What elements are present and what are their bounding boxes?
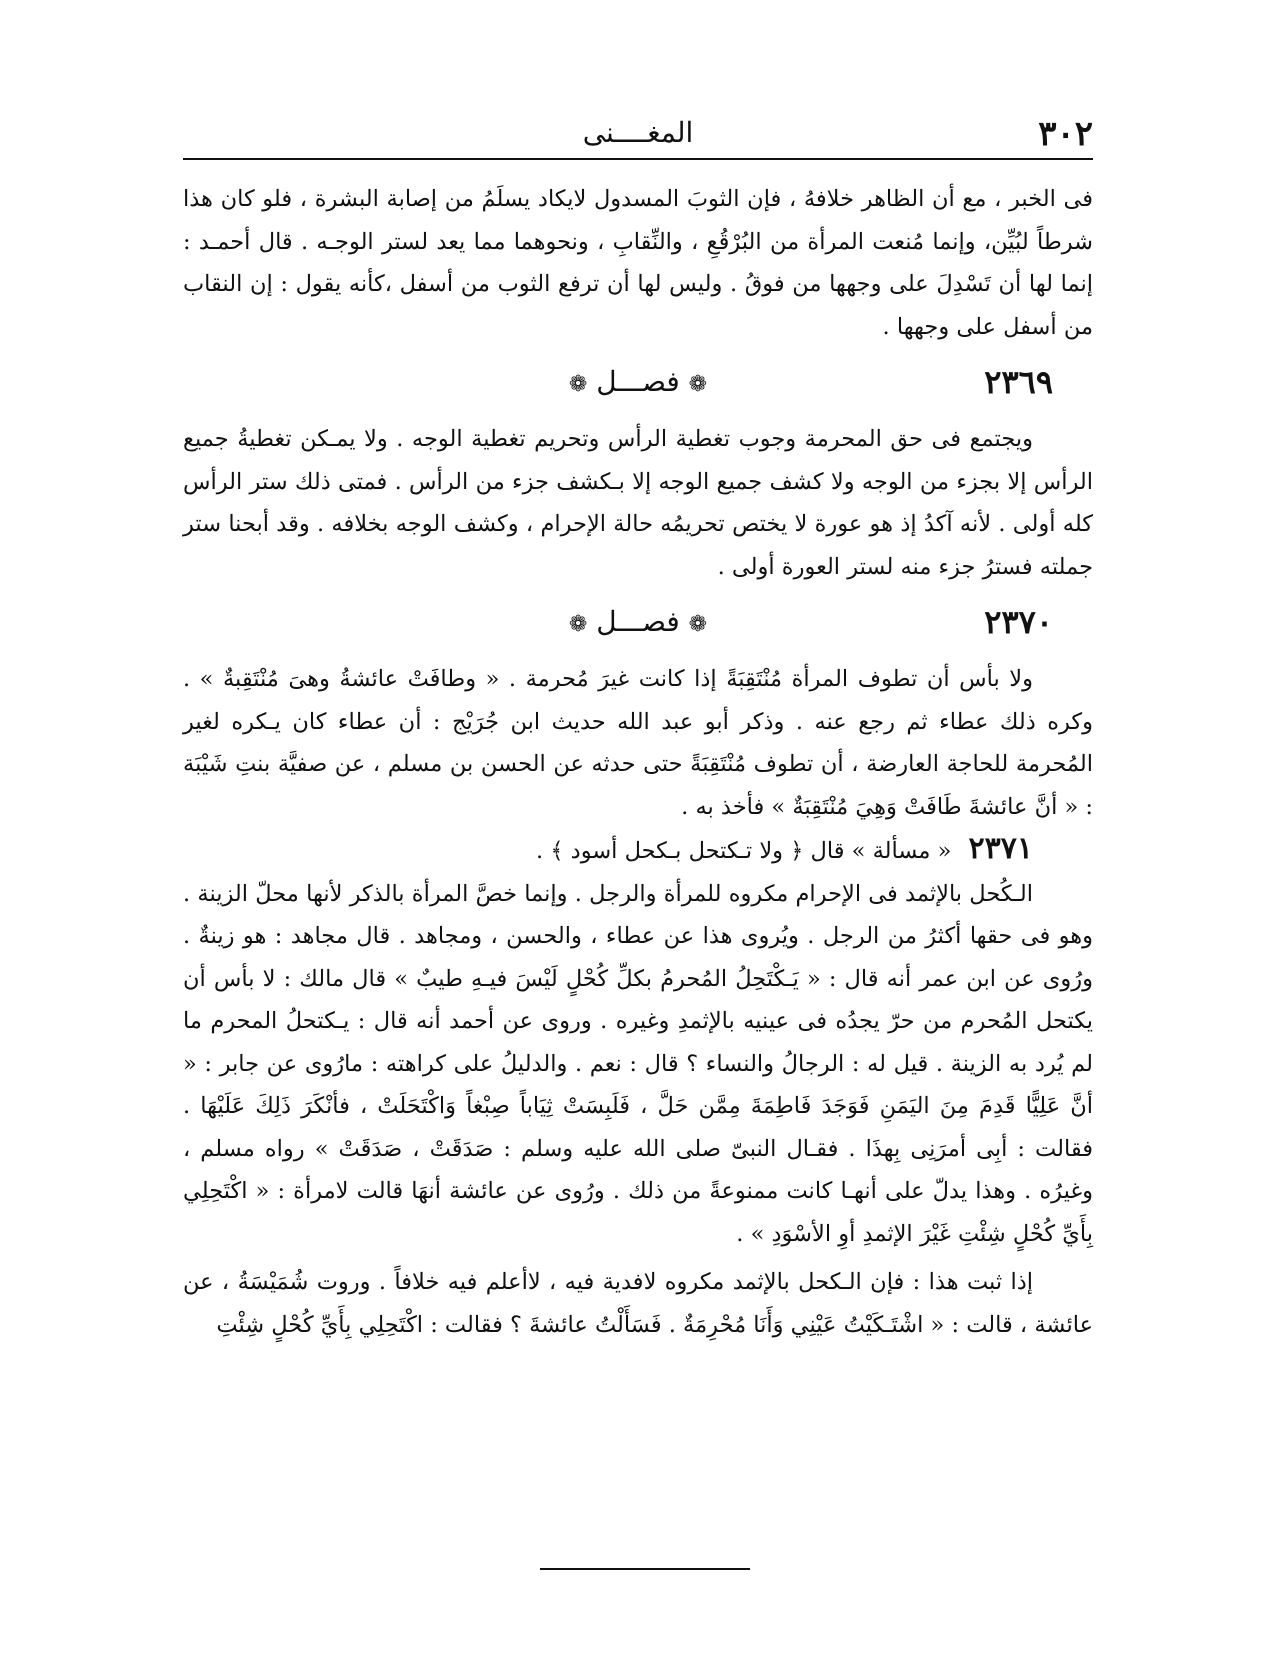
masala-text: « مسألة » قال ﴿ ولا تـكتحل بـكحل أسود ﴾ . [536, 838, 952, 864]
section-number: ٢٣٧٠ [984, 603, 1053, 641]
paragraph-5: إذا ثبت هذا : فإن الـكحل بالإثمد مكروه لافدية فيه ، لاأعلم فيه خلافاً . وروت شُمَيْسَةُ ، عن عائشة ، قالت : « اشْتَـكَيْتُ عَيْنِي وَأَنَا مُحْرِمَةٌ . فَسَأَلْتُ عائشةَ ؟ فقالت : اكْتَحِلِي بِأَيِّ كُحْلٍ شِئْتِ [183, 1269, 1093, 1338]
ornament-icon: ❁ [688, 612, 708, 637]
masala-heading [183, 828, 1093, 873]
paragraph-1: فى الخبر ، مع أن الظاهر خلافهُ ، فإن الثوبَ المسدول لايكاد يسلَمُ من إصابة البشرة ، فلو كان هذا شرطاً لبُيِّن، وإنما مُنعت المرأة من البُرْقُعِ ، والنِّقابِ ، ونحوهما مما يعد لستر الوجـه . قال أحمـد : إنما لها أن تَسْدِلَ على وجهها من فوقُ . وليس لها أن ترفع الثوب من أسفل ،كأنه يقول : إن النقاب من أسفل على وجهها . [183, 186, 1093, 340]
paragraph-2: ويجتمع فى حق المحرمة وجوب تغطية الرأس وتحريم تغطية الوجه . ولا يمـكن تغطيةُ جميع الرأس إلا بجزء من الوجه ولا كشف جميع الوجه إلا بـكشف جزء من الرأس . فمتى ذلك ستر الرأس كله أولى . لأنه آكدُ إذ هو عورة لا يختص تحريمُه حالة الإحرام ، وكشف الوجه بخلافه . وقد أبحنا ستر جملته فسترُ جزء منه لستر العورة أولى . [183, 426, 1093, 580]
paragraph-4: الـكُحل بالإثمد فى الإحرام مكروه للمرأة والرجل . وإنما خصَّ المرأة بالذكر لأنها محلّ الزينة . وهو فى حقها أكثرُ من الرجل . ويُروى هذا عن عطاء ، والحسن ، ومجاهد . قال مجاهد : هو زينةٌ . ورُوى عن ابن عمر أنه قال : « يَـكْتَحِلُ المُحرمُ بكلِّ كُحْلٍ لَيْسَ فيـهِ طيبٌ » قال مالك : لا بأس أن يكتحل المُحرم من حرّ يجدُه فى عينيه بالإثمدِ وغيره . وروى عن أحمد أنه قال : يـكتحلُ المحرم ما لم يُرد به الزينة . قيل له : الرجالُ والنساء ؟ قال : نعم . والدليلُ على كراهته : مارُوى عن جابر : « أنَّ عَلِيًّا قَدِمَ مِنَ اليَمَنِ فَوَجَدَ فَاطِمَةَ مِمَّن حَلَّ ، فَلَبِسَتْ ثِيَاباً صِبْغاً وَاكْتَحَلَتْ ، فأنْكَرَ ذَلِكَ عَلَيْهَا . فقالت : أبِى أمرَنِى بِهذَا . فقـال النبىّ صلى الله عليه وسلم : صَدَقَتْ ، صَدَقَتْ » رواه مسلم ، وغيرُه . وهذا يدلّ على أنهـا كانت ممنوعةً من ذلك . ورُوى عن عائشة أنهَا قالت لامرأة : « اكْتَحِلِي بِأَيِّ كُحْلٍ شِئْتِ غَيْرَ الإثمدِ أوِ الأسْوَدِ » . [183, 880, 1093, 1247]
section-title-text: فصـــل [596, 365, 680, 398]
section-heading-2370 [183, 592, 1093, 652]
running-title: المغــــنى [582, 116, 694, 149]
page-header [183, 108, 1093, 158]
section-number: ٢٣٦٩ [984, 363, 1053, 401]
section-title [183, 352, 1093, 415]
ornament-icon: ❁ [688, 372, 708, 397]
page-number: ٣٠٢ [1038, 114, 1093, 154]
page-body [183, 178, 1093, 1346]
ornament-icon: ❁ [568, 612, 588, 637]
section-title-text: فصـــل [596, 605, 680, 638]
ornament-icon: ❁ [568, 372, 588, 397]
section-heading-2369 [183, 352, 1093, 412]
header-divider [183, 158, 1093, 160]
paragraph-3: ولا بأس أن تطوف المرأة مُنْتَقِبَةً إذا كانت غيرَ مُحرمة . « وطافَتْ عائشةُ وهىَ مُنْتَقِبةٌ » . وكره ذلك عطاء ثم رجع عنه . وذكر أبو عبد الله حديث ابن جُرَيْج : أن عطاء كان يـكره لغير المُحرمة للحاجة العارضة ، أن تطوف مُنْتَقِبَةً حتى حدثه عن الحسن بن مسلم ، عن صفيَّة بنتِ شَيْبَة : « أنَّ عائشةَ طَافَتْ وَهِيَ مُنْتَقِبَةٌ » فأخذ به . [183, 666, 1093, 820]
footnote-divider [540, 1568, 750, 1570]
masala-number: ٢٣٧١ [968, 831, 1033, 866]
section-title [183, 592, 1093, 655]
